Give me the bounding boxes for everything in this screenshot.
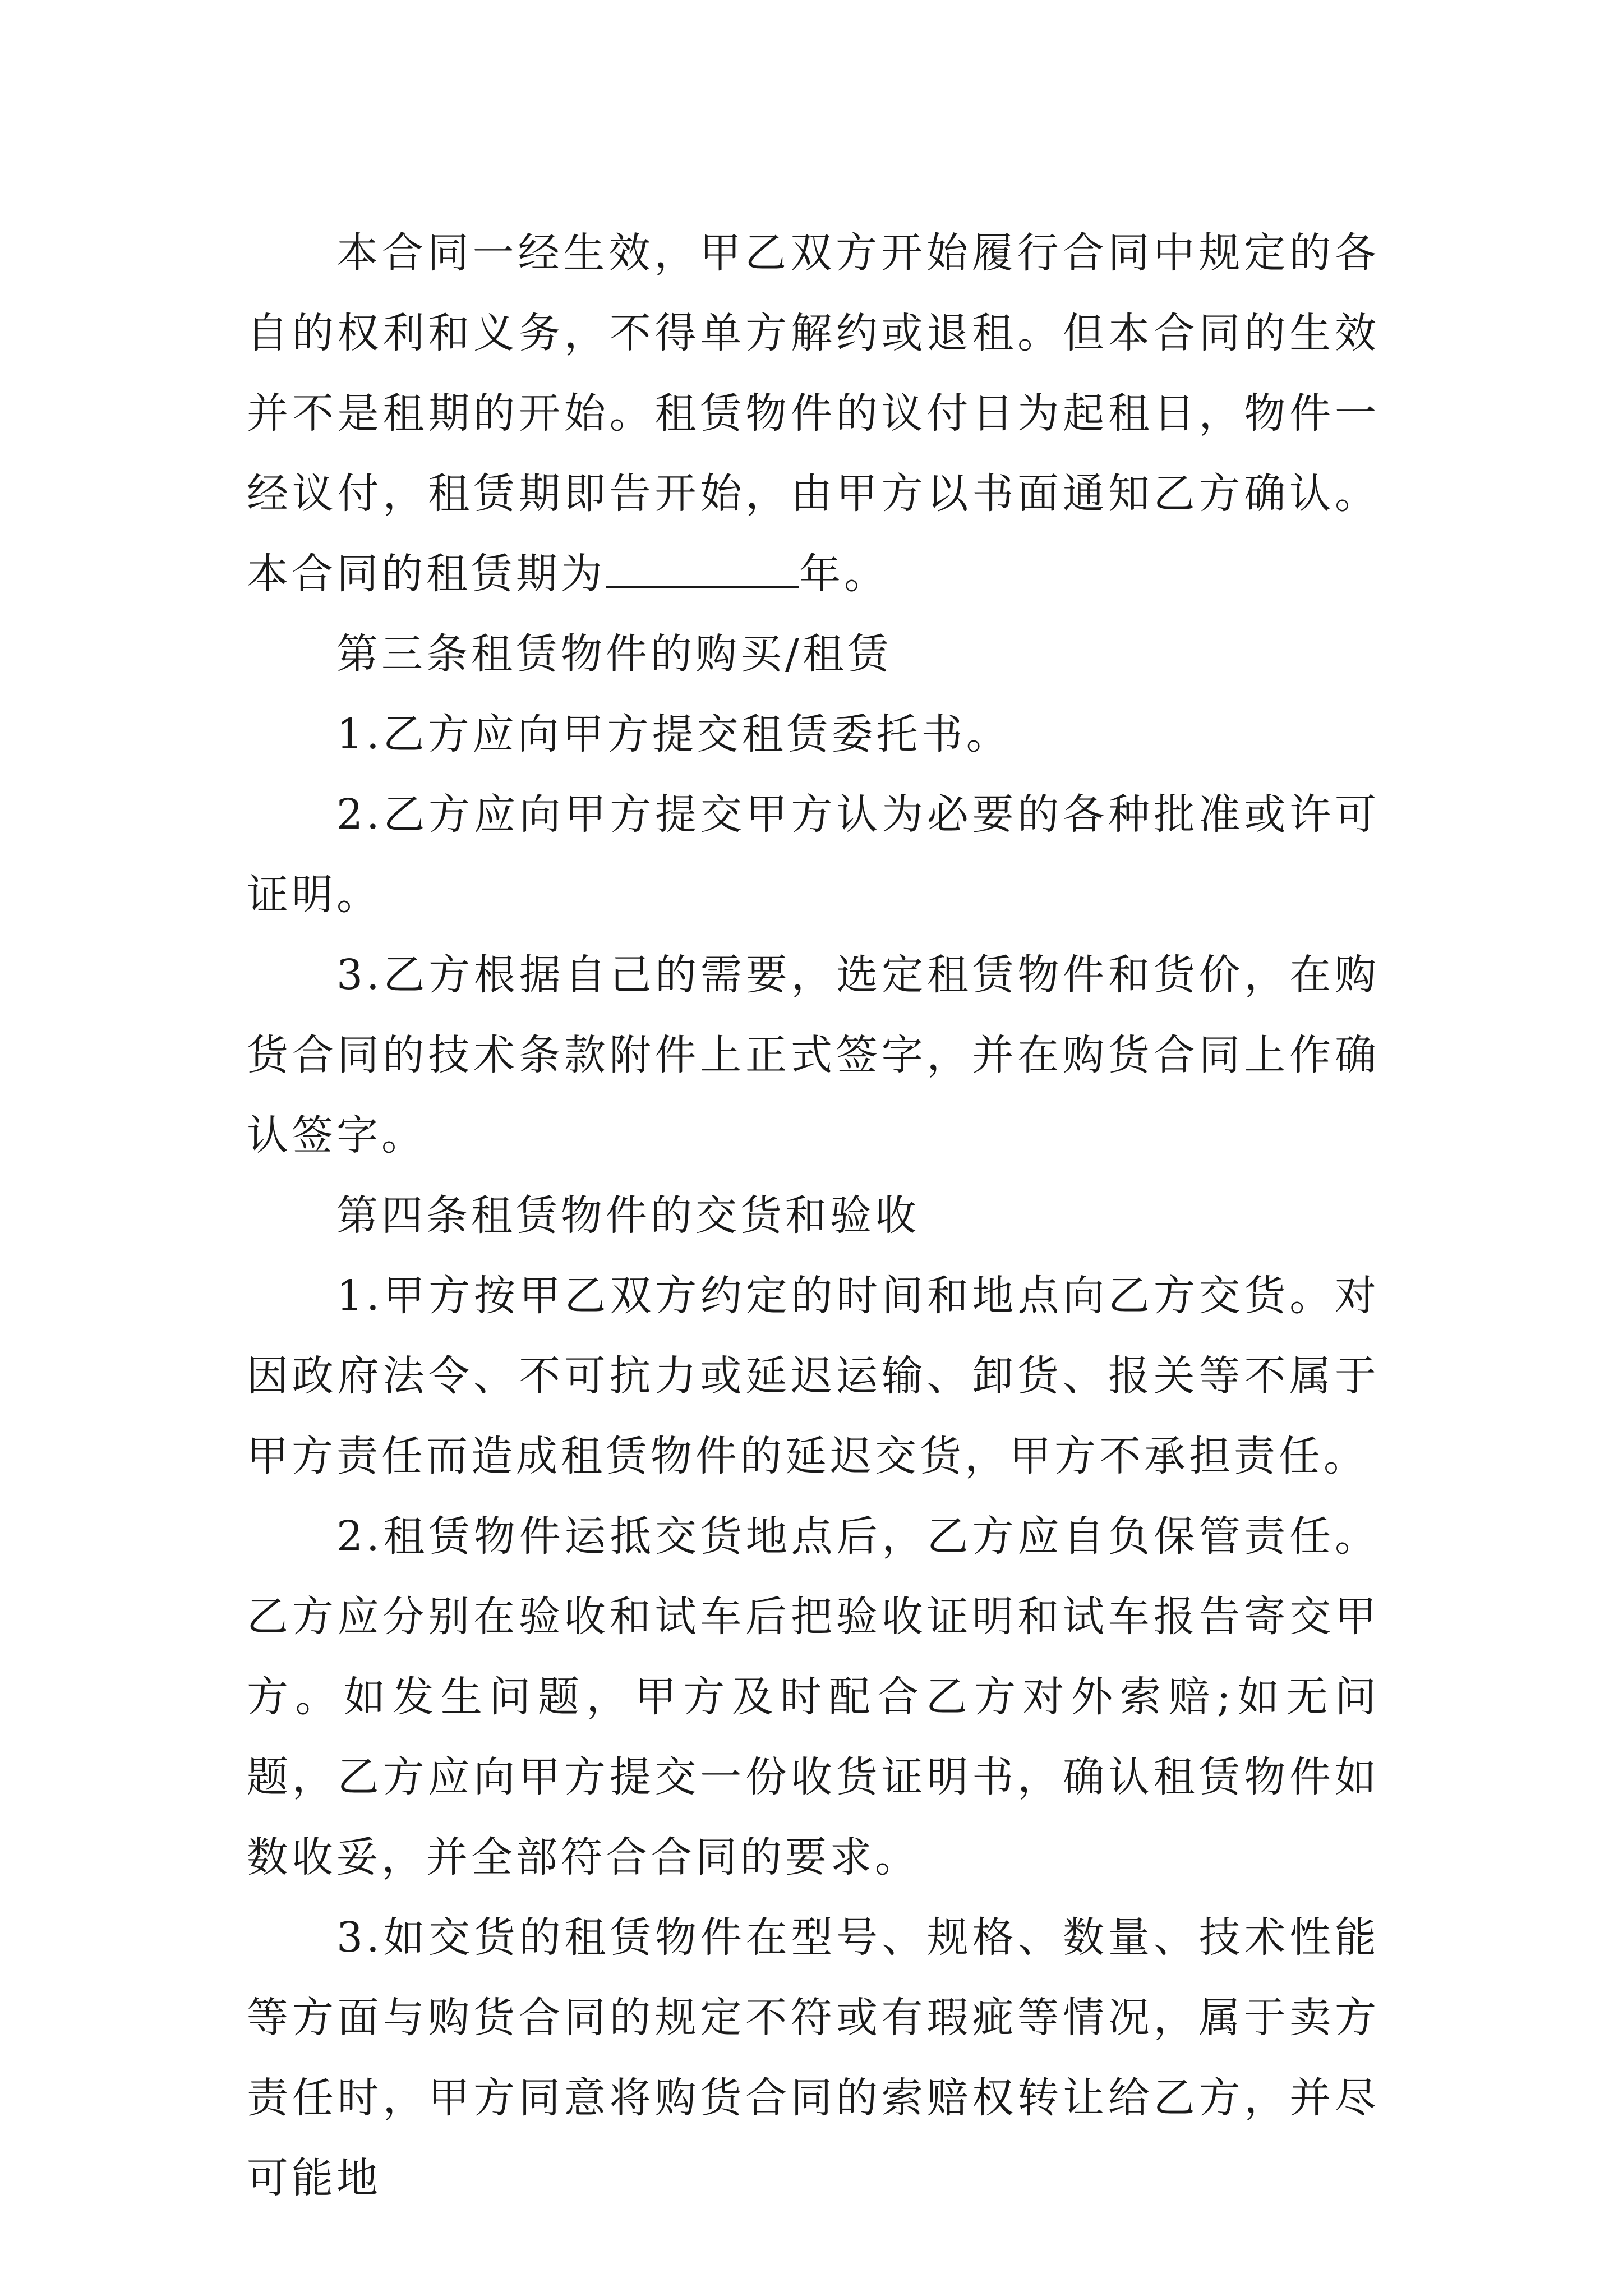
- article-4-clause-2: 2.租赁物件运抵交货地点后，乙方应自负保管责任。乙方应分别在验收和试车后把验收证明和试车报告寄交甲方。如发生问题，甲方及时配合乙方对外索赔;如无问题，乙方应向甲方提交一份收货证明书，确认租赁物件如数收妥，并全部符合合同的要求。: [247, 1512, 1380, 1881]
- lease-term-blank-field: [606, 553, 799, 588]
- article-4-clause-1: 1.甲方按甲乙双方约定的时间和地点向乙方交货。对因政府法令、不可抗力或延迟运输、卸货、报关等不属于甲方责任而造成租赁物件的延迟交货，甲方不承担责任。: [247, 1272, 1380, 1480]
- lease-term-text: 本合同一经生效，甲乙双方开始履行合同中规定的各自的权利和义务，不得单方解约或退租。但本合同的生效并不是租期的开始。租赁物件的议付日为起租日，物件一经议付，租赁期即告开始，由甲方以书面通知乙方确认。本合同的租赁期为: [247, 229, 1380, 598]
- lease-term-unit: 年。: [799, 550, 889, 598]
- article-4-heading: 第四条租赁物件的交货和验收: [336, 1191, 920, 1240]
- article-3-clause-3: 3.乙方根据自己的需要，选定租赁物件和货价，在购货合同的技术条款附件上正式签字，并在购货合同上作确认签字。: [247, 951, 1380, 1159]
- article-3-clause-1: 1.乙方应向甲方提交租赁委托书。: [336, 710, 1011, 758]
- article-3-clause-2: 2.乙方应向甲方提交甲方认为必要的各种批准或许可证明。: [247, 790, 1380, 919]
- article-3-heading: 第三条租赁物件的购买/租赁: [336, 630, 892, 678]
- article-4-clause-3: 3.如交货的租赁物件在型号、规格、数量、技术性能等方面与购货合同的规定不符或有瑕疵等情况，属于卖方责任时，甲方同意将购货合同的索赔权转让给乙方，并尽可能地: [247, 1913, 1380, 2202]
- document-body: [247, 213, 1380, 2219]
- paragraph-lease-term: [247, 213, 1380, 614]
